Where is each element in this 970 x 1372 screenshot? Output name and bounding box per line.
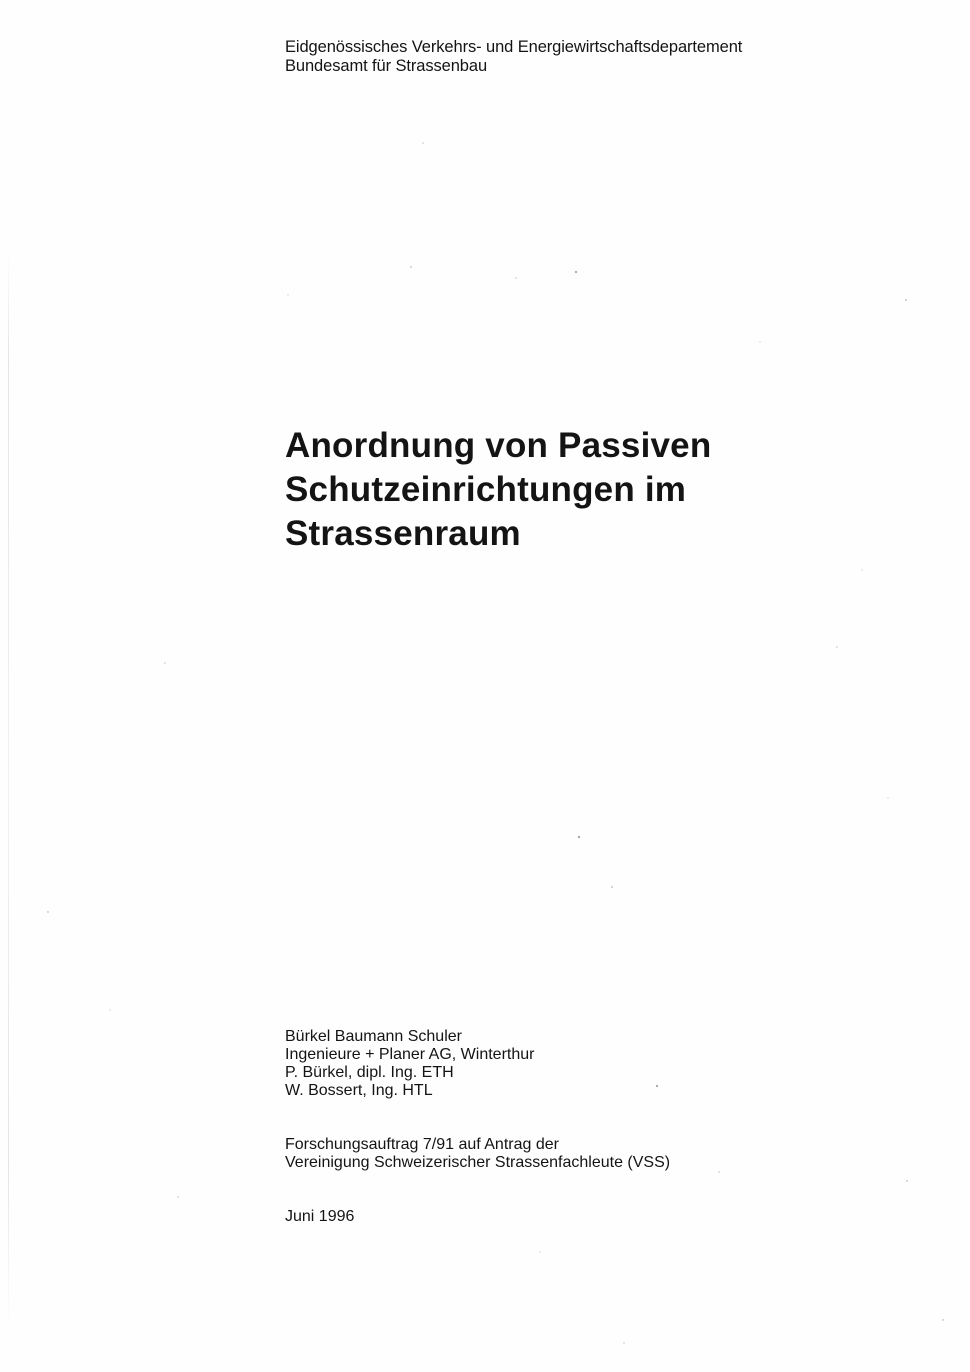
header-department: Eidgenössisches Verkehrs- und Energiewirtschaftsdepartement (285, 38, 743, 56)
title-line-2: Schutzeinrichtungen im (285, 470, 687, 509)
contract-line-2: Vereinigung Schweizerischer Strassenfachleute (VSS) (285, 1154, 671, 1171)
title-line-1: Anordnung von Passiven (285, 426, 712, 465)
research-contract (285, 1136, 670, 1172)
authors-block (285, 1028, 534, 1100)
title-line-3: Strassenraum (285, 514, 521, 553)
scan-edge (8, 250, 9, 1330)
author-1: P. Bürkel, dipl. Ing. ETH (285, 1064, 454, 1081)
author-firm: Bürkel Baumann Schuler (285, 1028, 462, 1045)
publication-date: Juni 1996 (285, 1208, 355, 1225)
author-2: W. Bossert, Ing. HTL (285, 1082, 433, 1099)
author-firm-location: Ingenieure + Planer AG, Winterthur (285, 1046, 535, 1063)
header-office: Bundesamt für Strassenbau (285, 57, 488, 75)
contract-line-1: Forschungsauftrag 7/91 auf Antrag der (285, 1136, 559, 1153)
document-title (285, 424, 711, 556)
header-organization (285, 38, 742, 76)
